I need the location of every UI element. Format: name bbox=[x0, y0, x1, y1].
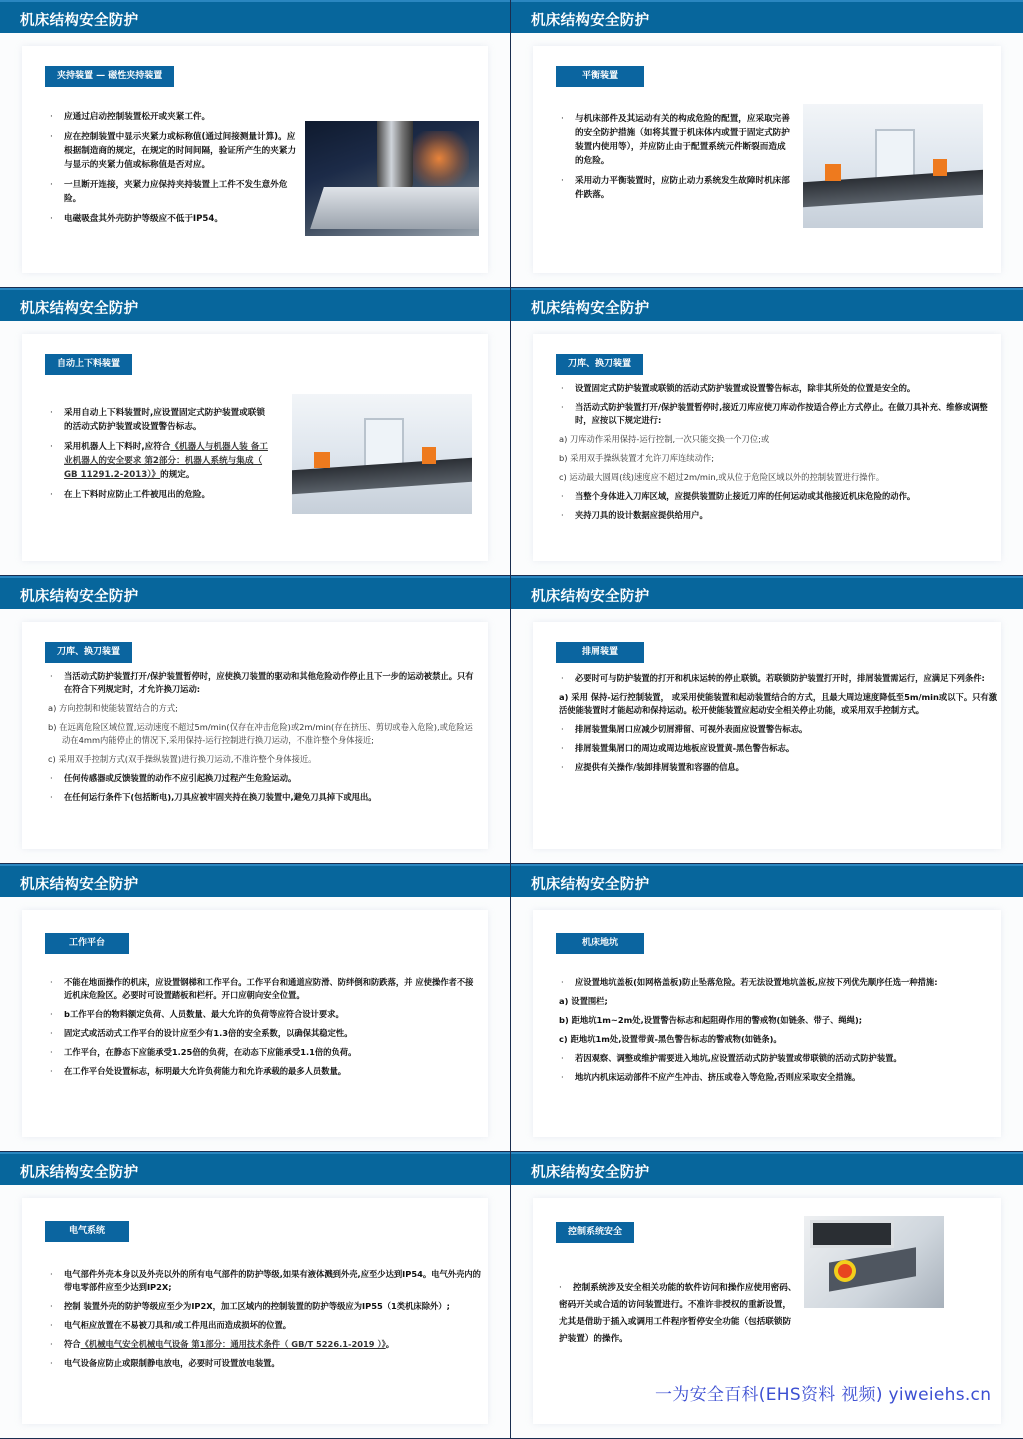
sub-item: a) 方向控制和使能装置结合的方式; bbox=[48, 703, 178, 713]
bullet-item: · 任何传感器或反馈装置的动作不应引起换刀过程产生危险运动。 bbox=[50, 773, 297, 783]
slide-title: 机床结构安全防护 bbox=[531, 877, 650, 893]
slide-chip-removal bbox=[511, 576, 1023, 864]
standard-link[interactable]: 《机械电气安全机械电气设备 第1部分：通用技术条件（ GB/T 5226.1-2019 ）》 bbox=[80, 1339, 386, 1349]
bullet-item: · 当整个身体进入刀库区域，应提供装置防止接近刀库的任何运动或其他接近机床危险的动作。 bbox=[561, 491, 916, 501]
slide-header bbox=[0, 288, 510, 321]
cnc-milling-image bbox=[305, 121, 479, 236]
condition-paragraph: a) 采用 保持-运行控制装置， 或采用使能装置和起动装置结合的方式，且最大周边速度降低至5m/min或以下。只有激活使能装置时才能起动和保持运动。松开使能装置应起动安全相关停止功能，或采用双手控制方式。 bbox=[559, 692, 998, 715]
slide-header bbox=[511, 576, 1023, 609]
section-tag: 工作平台 bbox=[45, 933, 129, 954]
machine-interior-image bbox=[803, 104, 983, 228]
bullet-item: · 在上下料时应防止工件被甩出的危险。 bbox=[50, 490, 211, 500]
slide-title: 机床结构安全防护 bbox=[531, 1165, 650, 1181]
sub-item: a) 设置围栏; bbox=[559, 996, 608, 1006]
bullet-item: · 控制系统涉及安全相关功能的软件访问和操作应使用密码、密码开关或合适的访问装置进行。不准许非授权的重新设置，尤其是借助于插入或调用工件程序暂停安全功能（包括联锁防护装置）的操作。 bbox=[559, 1283, 797, 1344]
bullet-item: · 工作平台，在静态下应能承受1.25倍的负荷，在动态下应能承受1.1倍的负荷。 bbox=[50, 1047, 357, 1057]
sub-item: c) 运动最大圆周(线)速度应不超过2m/min,或从位于危险区域以外的控制装置进行操作。 bbox=[559, 472, 885, 482]
slide-clamping-device bbox=[0, 0, 511, 288]
bullet-list bbox=[559, 1280, 799, 1354]
slide-header bbox=[511, 1152, 1023, 1185]
bullet-item: · 电磁吸盘其外壳防护等级应不低于IP54。 bbox=[50, 214, 223, 224]
slide-title: 机床结构安全防护 bbox=[20, 13, 139, 29]
bullet-item: · 必要时可与防护装置的打开和机床运转的停止联锁。若联锁防护装置打开时，排屑装置需运行，应满足下列条件: bbox=[561, 673, 985, 683]
slide-header bbox=[0, 1152, 510, 1185]
slide-header bbox=[511, 0, 1023, 33]
bullet-item: · b工作平台的物料额定负荷、人员数量、最大允许的负荷等应符合设计要求。 bbox=[50, 1009, 344, 1019]
bullet-item: · 应通过启动控制装置松开或夹紧工件。 bbox=[50, 112, 211, 122]
section-tag: 控制系统安全 bbox=[556, 1222, 634, 1243]
standard-link[interactable]: 《机器人与机器人装 备工业机器人的安全要求 第2部分：机器人系统与集成（ GB 11291.2-2013）》 bbox=[64, 442, 268, 480]
bullet-list bbox=[48, 976, 478, 1084]
slide-title: 机床结构安全防护 bbox=[20, 301, 139, 317]
bullet-item: · 当活动式防护装置打开/保护装置暂停时,接近刀库应使刀库动作按适合停止方式停止。在做刀具补充、维修或调整时，应按以下规定进行: bbox=[561, 402, 988, 425]
slide-header bbox=[0, 864, 510, 897]
sub-item: b) 在远离危险区域位置,运动速度不超过5m/min(仅存在冲击危险)或2m/min(存在挤压、剪切或卷入危险),或危险运动在4mm内能停止的情况下,采用保持-运行控制进行换刀运动，不准许整个身体接近; bbox=[48, 722, 473, 745]
sub-item: c) 距地坑1m处,设置带黄-黑色警告标志的警戒物(如链条)。 bbox=[559, 1034, 782, 1044]
control-panel-image bbox=[804, 1216, 944, 1308]
bullet-list bbox=[48, 406, 273, 508]
bullet-item: · 在任何运行条件下(包括断电),刀具应被牢固夹持在换刀装置中,避免刀具掉下或甩出。 bbox=[50, 792, 377, 802]
bullet-item: · 电气设备应防止或限制静电放电，必要时可设置放电装置。 bbox=[50, 1358, 280, 1368]
bullet-item: · 电气部件外壳本身以及外壳以外的所有电气部件的防护等级,如果有液体溅到外壳,应至少达到IP54。电气外壳内的带电零部件应至少达到IP2X; bbox=[50, 1269, 481, 1292]
bullet-item: · 在工作平台处设置标志，标明最大允许负荷能力和允许承载的最多人员数量。 bbox=[50, 1066, 347, 1076]
slide-title: 机床结构安全防护 bbox=[531, 13, 650, 29]
bullet-item: · 与机床部件及其运动有关的构成危险的配置，应采取完善的安全防护措施（如将其置于机床体内或置于固定式防护装置内使用等），并应防止由于配置系统元件断裂而造成的危险。 bbox=[561, 114, 790, 166]
bullet-list bbox=[48, 110, 303, 232]
slide-title: 机床结构安全防护 bbox=[20, 877, 139, 893]
slide-auto-loading bbox=[0, 288, 511, 576]
bullet-list bbox=[48, 670, 478, 810]
slide-tool-magazine-2 bbox=[0, 576, 511, 864]
slide-title: 机床结构安全防护 bbox=[20, 1165, 139, 1181]
slide-electrical-system bbox=[0, 1152, 511, 1439]
bullet-item: · 排屑装置集屑口应减少切屑滞留、可视外表面应设置警告标志。 bbox=[561, 724, 808, 734]
bullet-list bbox=[48, 1268, 488, 1376]
bullet-item: · 采用机器人上下料时,应符合《机器人与机器人装 备工业机器人的安全要求 第2部分：机器人系统与集成（ GB 11291.2-2013）》的规定。 bbox=[50, 442, 268, 480]
bullet-list bbox=[559, 976, 999, 1090]
bullet-item: · 符合《机械电气安全机械电气设备 第1部分：通用技术条件（ GB/T 5226.1-2019 ）》。 bbox=[50, 1339, 395, 1349]
slide-title: 机床结构安全防护 bbox=[531, 301, 650, 317]
sub-item: a) 刀库动作采用保持-运行控制,一次只能交换一个刀位;或 bbox=[559, 434, 770, 444]
bullet-list bbox=[559, 382, 999, 528]
slide-header bbox=[511, 288, 1023, 321]
bullet-item: · 采用自动上下料装置时,应设置固定式防护装置或联锁的活动式防护装置或设置警告标志。 bbox=[50, 408, 265, 432]
bullet-item: · 电气柜应放置在不易被刀具和/或工件甩出而造成损坏的位置。 bbox=[50, 1320, 292, 1330]
section-tag: 夹持装置 — 磁性夹持装置 bbox=[45, 66, 174, 87]
bullet-item: · 若因观察、调整或维护需要进入地坑,应设置活动式防护装置或带联锁的活动式防护装置。 bbox=[561, 1053, 902, 1063]
section-tag: 平衡装置 bbox=[556, 66, 644, 87]
section-tag: 刀库、换刀装置 bbox=[556, 354, 643, 375]
sub-item: b) 采用双手操纵装置才允许刀库连续动作; bbox=[559, 453, 714, 463]
slide-header bbox=[0, 576, 510, 609]
bullet-item: · 不能在地面操作的机床，应设置钢梯和工作平台。工作平台和通道应防滑、防绊倒和防跌落，并 应使操作者不接近机床危险区。必要时可设置踏板和栏杆。开口应朝向安全位置。 bbox=[50, 977, 474, 1000]
bullet-item: · 应提供有关操作/装卸排屑装置和容器的信息。 bbox=[561, 762, 744, 772]
sub-item: b) 距地坑1m~2m处,设置警告标志和起阻碍作用的警戒物(如链条、带子、绳绳); bbox=[559, 1015, 863, 1025]
section-tag: 自动上下料装置 bbox=[45, 354, 132, 375]
bullet-item: · 应在控制装置中显示夹紧力或标称值(通过间接测量计算)。应根据制造商的规定，在规定的时间间隔，验证所产生的夹紧力与显示的夹紧力值或标称值是否对应。 bbox=[50, 132, 297, 170]
slide-header bbox=[0, 0, 510, 33]
bullet-item: · 地坑内机床运动部件不应产生冲击、挤压或卷入等危险,否则应采取安全措施。 bbox=[561, 1072, 861, 1082]
slide-work-platform bbox=[0, 864, 511, 1152]
sub-item: c) 采用双手控制方式(双手操纵装置)进行换刀运动,不准许整个身体接近。 bbox=[48, 754, 317, 764]
bullet-item: · 夹持刀具的设计数据应提供给用户。 bbox=[561, 510, 708, 520]
slide-machine-pit bbox=[511, 864, 1023, 1152]
bullet-item: · 应设置地坑盖板(如网格盖板)防止坠落危险。若无法设置地坑盖板,应按下列优先顺序任选一种措施: bbox=[561, 977, 938, 987]
machine-interior-image bbox=[292, 394, 472, 514]
bullet-list bbox=[559, 672, 999, 780]
bullet-item: · 固定式或活动式工作平台的设计应至少有1.3倍的安全系数，以确保其稳定性。 bbox=[50, 1028, 353, 1038]
slide-title: 机床结构安全防护 bbox=[20, 589, 139, 605]
watermark: 一为安全百科(EHS资料 视频) yiweiehs.cn bbox=[655, 1385, 992, 1405]
section-tag: 刀库、换刀装置 bbox=[45, 642, 132, 663]
bullet-item: · 排屑装置集屑口的周边或周边地板应设置黄-黑色警告标志。 bbox=[561, 743, 795, 753]
bullet-item: · 控制 装置外壳的防护等级应至少为IP2X，加工区域内的控制装置的防护等级应为IP55（1类机床除外）; bbox=[50, 1301, 450, 1311]
section-tag: 机床地坑 bbox=[556, 933, 644, 954]
bullet-list bbox=[559, 112, 794, 208]
bullet-item: · 一旦断开连接，夹紧力应保持夹持装置上工件不发生意外危险。 bbox=[50, 180, 288, 204]
slide-balance-device bbox=[511, 0, 1023, 288]
section-tag: 排屑装置 bbox=[556, 642, 644, 663]
section-tag: 电气系统 bbox=[45, 1221, 129, 1242]
slide-tool-magazine-1 bbox=[511, 288, 1023, 576]
bullet-item: · 采用动力平衡装置时，应防止动力系统发生故障时机床部件跌落。 bbox=[561, 176, 790, 200]
bullet-item: · 设置固定式防护装置或联锁的活动式防护装置或设置警告标志，除非其所处的位置是安全的。 bbox=[561, 383, 916, 393]
bullet-item: · 当活动式防护装置打开/保护装置暂停时，应使换刀装置的驱动和其他危险动作停止且下一步的运动被禁止。只有在符合下列规定时，才允许换刀运动: bbox=[50, 671, 474, 694]
slide-title: 机床结构安全防护 bbox=[531, 589, 650, 605]
slide-header bbox=[511, 864, 1023, 897]
